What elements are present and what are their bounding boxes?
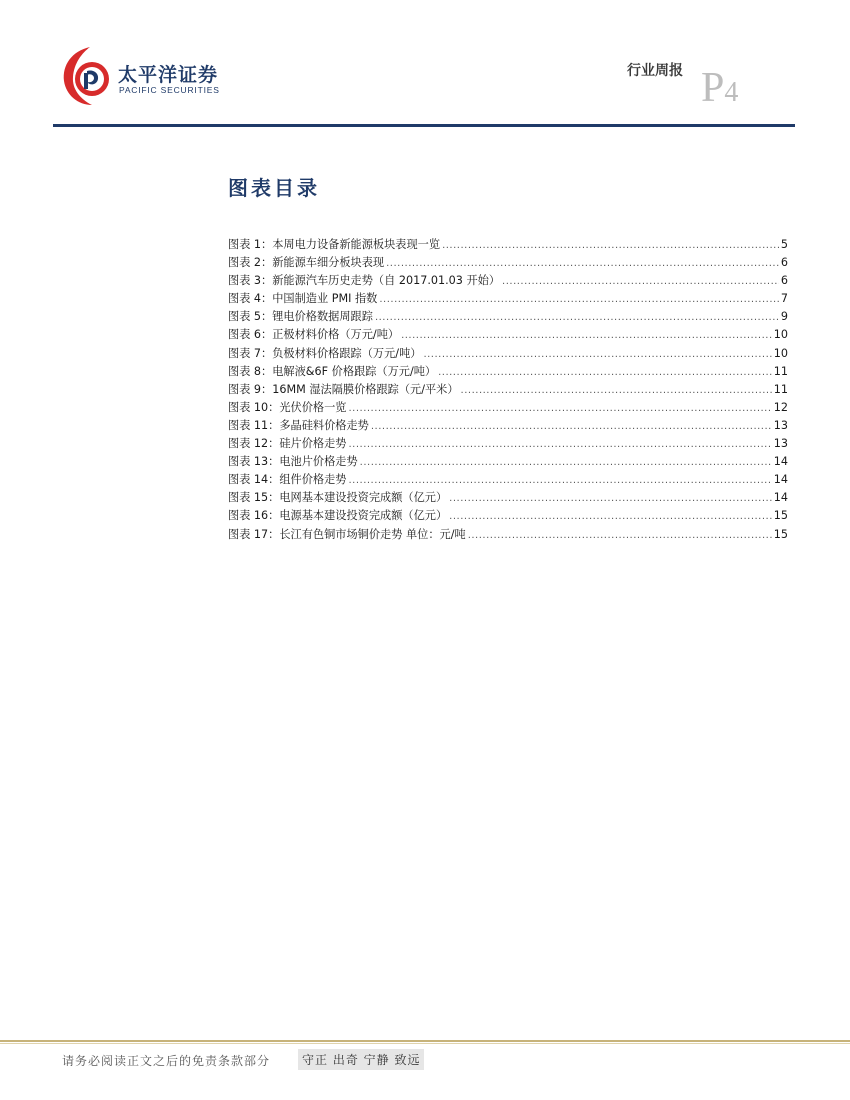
toc-entry[interactable] bbox=[228, 417, 788, 435]
footer-disclaimer: 请务必阅读正文之后的免责条款部分 bbox=[62, 1054, 271, 1068]
toc-entry-label: 图表 15：电网基本建设投资完成额（亿元） bbox=[228, 491, 448, 505]
toc-entry-label: 图表 2：新能源车细分板块表现 bbox=[228, 256, 385, 270]
toc-leader-dots bbox=[401, 330, 772, 341]
toc-leader-dots bbox=[375, 312, 779, 323]
toc-leader-dots bbox=[468, 530, 772, 541]
page-prefix: P bbox=[701, 65, 725, 111]
table-of-contents bbox=[228, 236, 788, 544]
toc-entry[interactable] bbox=[228, 526, 788, 544]
toc-title: 图表目录 bbox=[228, 176, 320, 200]
toc-leader-dots bbox=[442, 240, 779, 251]
toc-entry-label: 图表 13：电池片价格走势 bbox=[228, 455, 358, 469]
toc-entry[interactable] bbox=[228, 489, 788, 507]
page-number bbox=[701, 64, 738, 112]
footer-rule-thin bbox=[0, 1043, 850, 1044]
toc-leader-dots bbox=[461, 385, 772, 396]
toc-leader-dots bbox=[379, 294, 779, 305]
toc-entry-page: 5 bbox=[780, 238, 788, 251]
toc-entry[interactable] bbox=[228, 507, 788, 525]
toc-leader-dots bbox=[348, 475, 771, 486]
toc-entry-page: 12 bbox=[773, 400, 788, 414]
toc-entry[interactable] bbox=[228, 399, 788, 417]
toc-entry[interactable] bbox=[228, 381, 788, 399]
toc-entry-page: 15 bbox=[773, 509, 788, 523]
toc-entry-page: 15 bbox=[773, 527, 788, 541]
toc-leader-dots bbox=[502, 276, 779, 287]
toc-leader-dots bbox=[348, 439, 771, 450]
toc-entry-page: 6 bbox=[780, 256, 788, 270]
toc-leader-dots bbox=[438, 367, 772, 378]
report-type: 行业周报 bbox=[627, 63, 683, 79]
toc-entry-label: 图表 11：多晶硅料价格走势 bbox=[228, 418, 369, 432]
toc-leader-dots bbox=[449, 493, 772, 504]
toc-entry-page: 11 bbox=[773, 382, 788, 396]
toc-entry[interactable] bbox=[228, 236, 788, 254]
toc-leader-dots bbox=[348, 403, 771, 414]
toc-entry-page: 13 bbox=[773, 418, 788, 432]
toc-entry-page: 6 bbox=[780, 274, 788, 288]
toc-entry-page: 10 bbox=[773, 346, 788, 360]
toc-entry-page: 7 bbox=[780, 292, 788, 306]
toc-entry[interactable] bbox=[228, 453, 788, 471]
toc-leader-dots bbox=[423, 349, 771, 360]
toc-entry[interactable] bbox=[228, 272, 788, 290]
toc-entry-label: 图表 4：中国制造业 PMI 指数 bbox=[228, 292, 378, 306]
toc-entry[interactable] bbox=[228, 363, 788, 381]
toc-entry[interactable] bbox=[228, 290, 788, 308]
toc-entry-page: 10 bbox=[773, 328, 788, 342]
toc-entry-label: 图表 8：电解液&6F 价格跟踪（万元/吨） bbox=[228, 364, 437, 378]
toc-entry[interactable] bbox=[228, 308, 788, 326]
company-logo bbox=[60, 45, 230, 115]
logo-name-cn: 太平洋证券 bbox=[118, 64, 219, 86]
toc-entry[interactable] bbox=[228, 254, 788, 272]
toc-entry-label: 图表 3：新能源汽车历史走势（自 2017.01.03 开始） bbox=[228, 274, 501, 288]
footer-motto: 守正 出奇 宁静 致远 bbox=[298, 1049, 424, 1070]
toc-leader-dots bbox=[386, 258, 779, 269]
toc-entry-label: 图表 16：电源基本建设投资完成额（亿元） bbox=[228, 509, 448, 523]
toc-entry[interactable] bbox=[228, 345, 788, 363]
toc-leader-dots bbox=[371, 421, 772, 432]
toc-entry-page: 14 bbox=[773, 473, 788, 487]
toc-entry[interactable] bbox=[228, 326, 788, 344]
toc-entry-page: 9 bbox=[780, 310, 788, 324]
toc-leader-dots bbox=[360, 457, 772, 468]
toc-entry-label: 图表 9：16MM 湿法隔膜价格跟踪（元/平米） bbox=[228, 382, 459, 396]
toc-entry-label: 图表 17：长江有色铜市场铜价走势 单位：元/吨 bbox=[228, 527, 466, 541]
footer-rule bbox=[0, 1040, 850, 1042]
toc-entry-page: 13 bbox=[773, 437, 788, 451]
toc-entry-label: 图表 14：组件价格走势 bbox=[228, 473, 347, 487]
logo-name-en: PACIFIC SECURITIES bbox=[119, 85, 220, 95]
pacific-securities-logo-icon bbox=[60, 45, 116, 107]
toc-entry[interactable] bbox=[228, 435, 788, 453]
toc-entry-page: 14 bbox=[773, 491, 788, 505]
toc-entry[interactable] bbox=[228, 471, 788, 489]
header-rule bbox=[53, 124, 795, 127]
toc-entry-label: 图表 7：负极材料价格跟踪（万元/吨） bbox=[228, 346, 422, 360]
toc-entry-page: 11 bbox=[773, 364, 788, 378]
toc-entry-label: 图表 10：光伏价格一览 bbox=[228, 400, 347, 414]
toc-entry-label: 图表 12：硅片价格走势 bbox=[228, 437, 347, 451]
toc-leader-dots bbox=[449, 511, 772, 522]
toc-entry-page: 14 bbox=[773, 455, 788, 469]
page-number-value: 4 bbox=[724, 77, 739, 108]
toc-entry-label: 图表 1：本周电力设备新能源板块表现一览 bbox=[228, 238, 441, 251]
toc-entry-label: 图表 6：正极材料价格（万元/吨） bbox=[228, 328, 400, 342]
toc-entry-label: 图表 5：锂电价格数据周跟踪 bbox=[228, 310, 373, 324]
